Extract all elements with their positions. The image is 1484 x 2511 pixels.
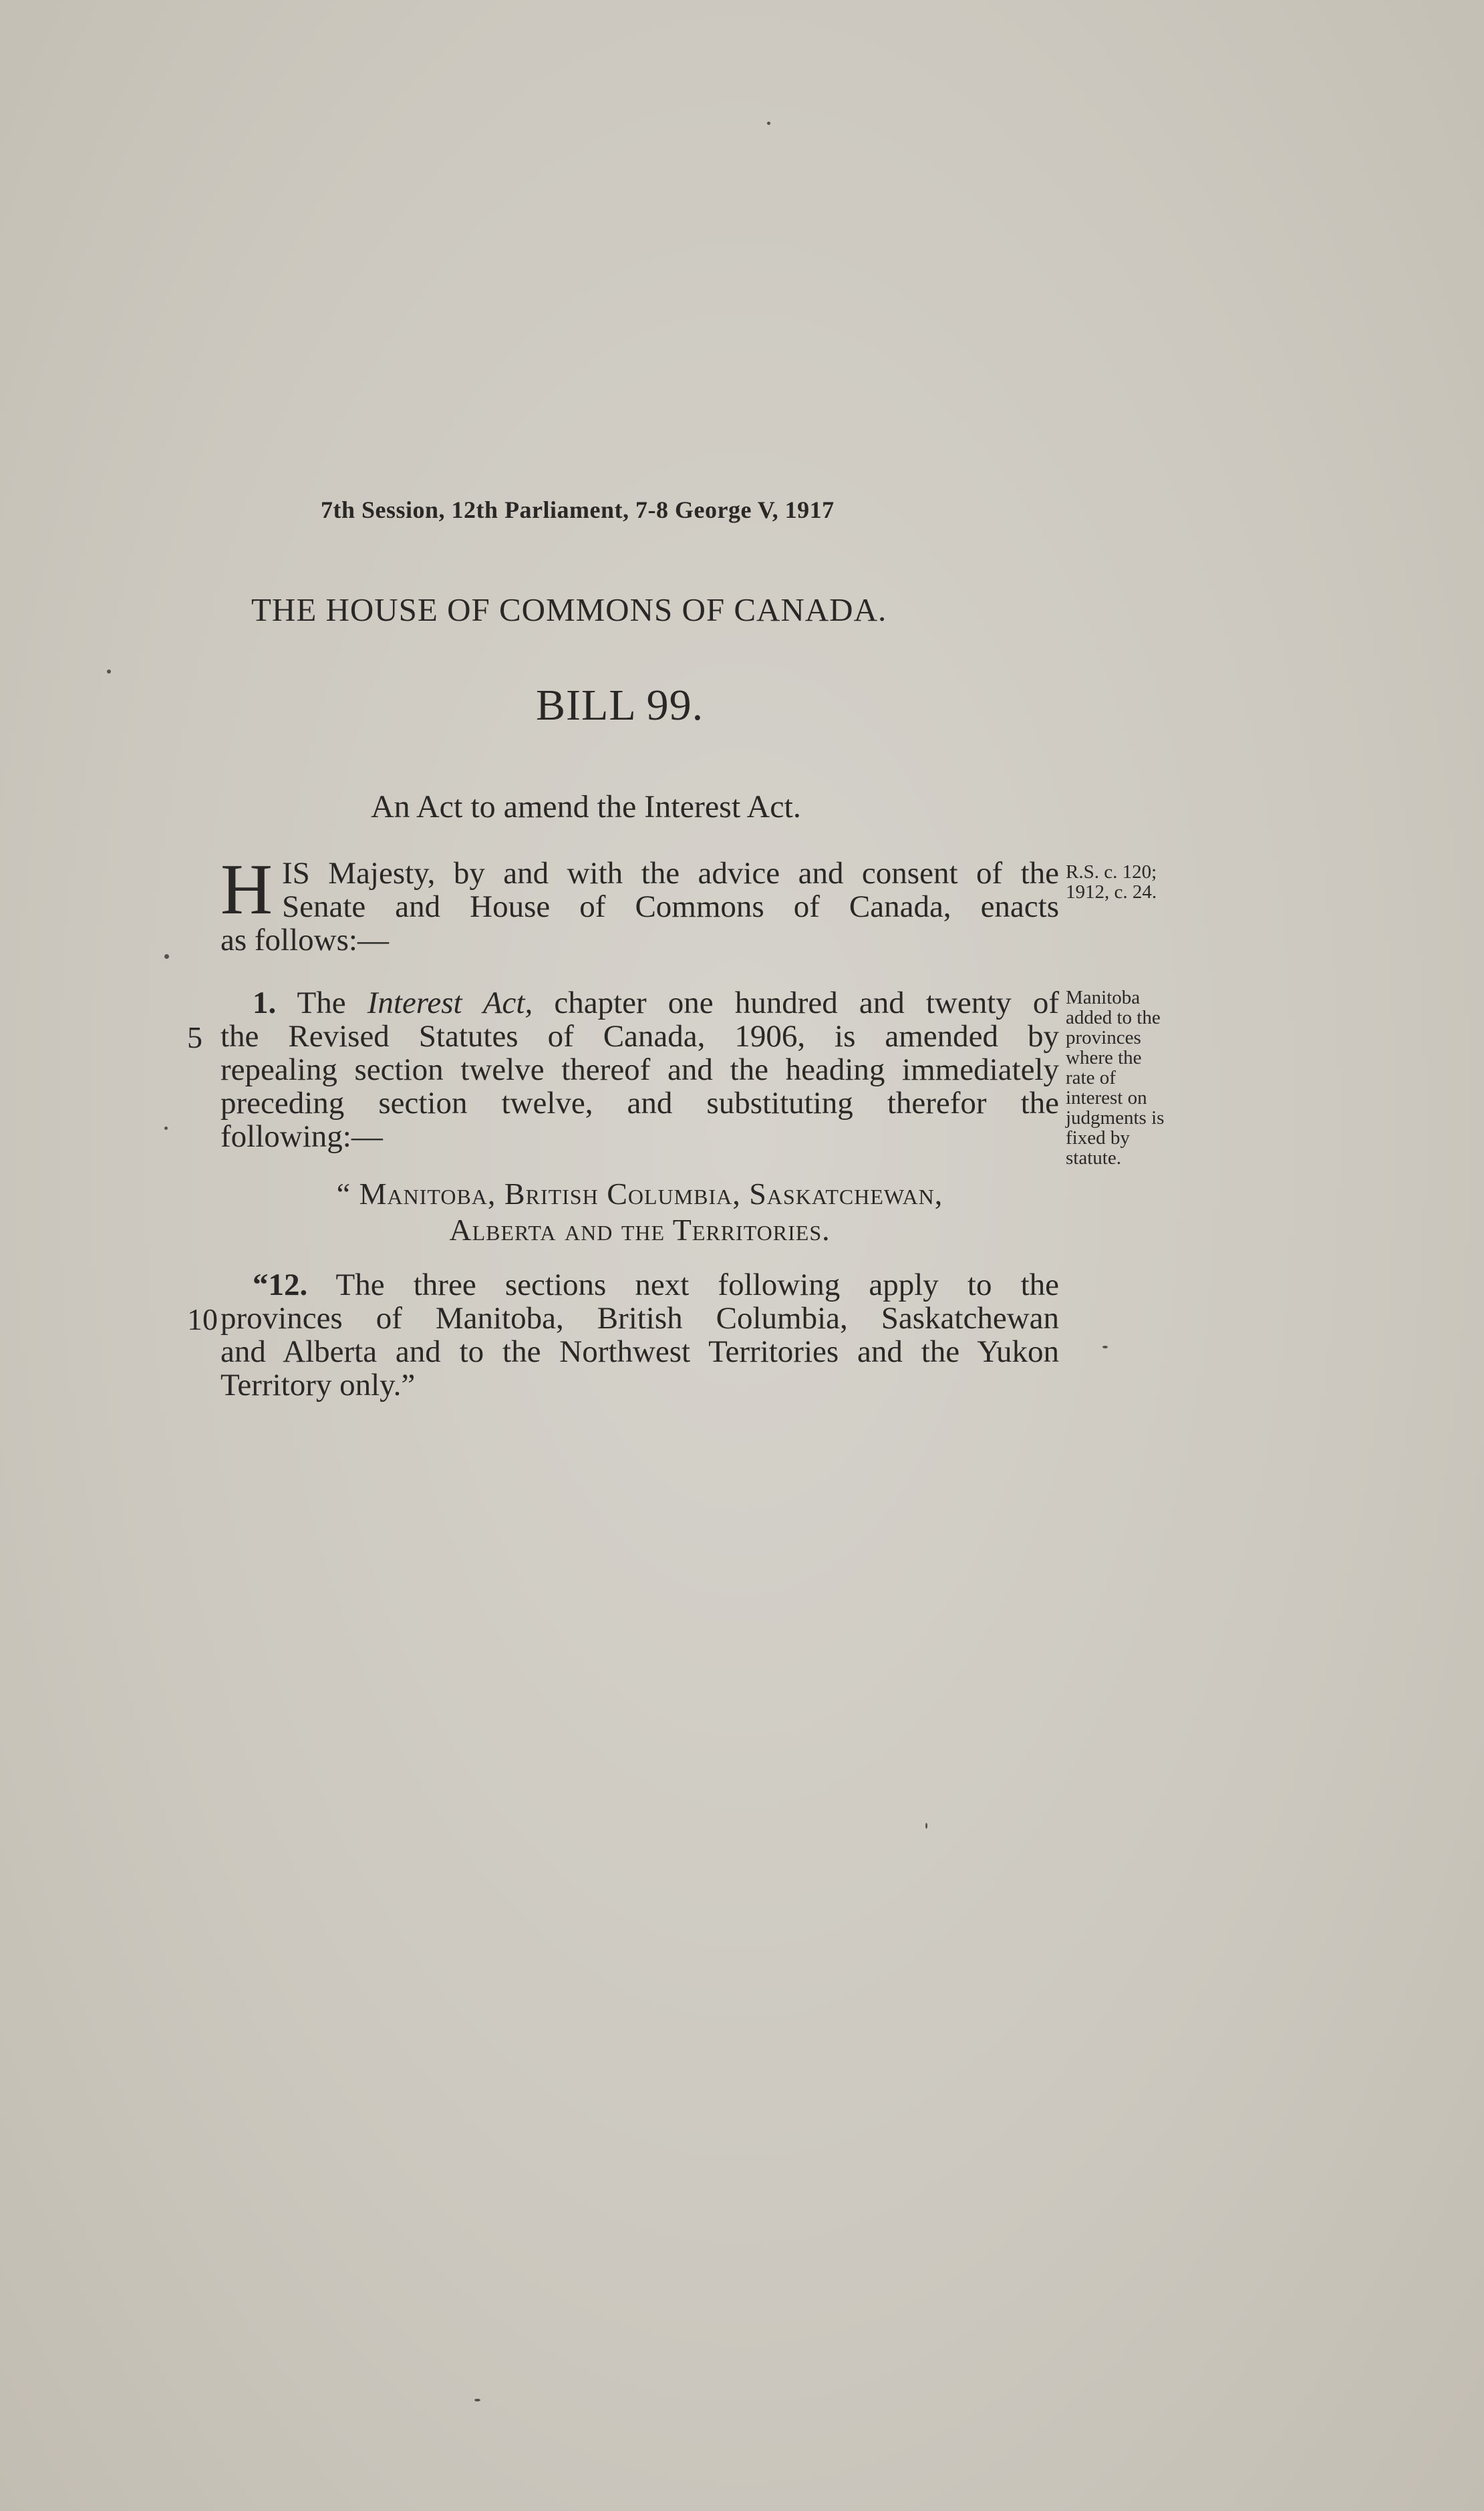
bill-number: BILL 99.	[536, 681, 704, 730]
new-heading-line-1: “ Manitoba, British Columbia, Saskatchewan,	[336, 1177, 943, 1211]
enacting-line-1: IS Majesty, by and with the advice and consent of the	[282, 856, 1059, 891]
margin-note-line: judgments is	[1066, 1107, 1165, 1129]
new-heading	[220, 1176, 1059, 1248]
line-number: 5	[187, 1020, 202, 1054]
line-number: 10	[187, 1302, 218, 1336]
margin-note-line: statute.	[1066, 1147, 1121, 1169]
paper-speck	[925, 1823, 927, 1829]
enacting-line-3: as follows:—	[220, 923, 389, 957]
margin-note-line: 1912, c. 24.	[1066, 881, 1157, 903]
margin-note-line: R.S. c. 120;	[1066, 861, 1157, 883]
house-title: THE HOUSE OF COMMONS OF CANADA.	[251, 591, 887, 628]
margin-note-line: fixed by	[1066, 1127, 1130, 1149]
margin-note-line: provinces	[1066, 1027, 1141, 1048]
act-name: Interest Act,	[367, 986, 533, 1020]
section-1-line-3: repealing section twelve thereof and the heading immediately	[220, 1052, 1059, 1087]
section-1-text: chapter one hundred and twenty of	[554, 986, 1060, 1020]
drop-cap: H	[220, 850, 273, 929]
margin-note-line: Manitoba	[1066, 987, 1141, 1008]
section-12	[220, 1268, 1059, 1402]
margin-note-line: added to the	[1066, 1007, 1161, 1028]
section-12-line-1	[220, 1268, 1059, 1302]
margin-note-manitoba	[1066, 988, 1213, 1168]
paper-speck	[767, 122, 770, 125]
margin-note-line: where the	[1066, 1047, 1142, 1068]
section-1-line-5: following:—	[220, 1119, 383, 1154]
session-line: 7th Session, 12th Parliament, 7-8 George V, 1917	[321, 496, 835, 523]
section-12-line-3: and Alberta and to the Northwest Territories and the Yukon	[220, 1334, 1059, 1369]
section-1	[220, 986, 1059, 1153]
paper-speck	[164, 1127, 168, 1130]
section-1-line-4: preceding section twelve, and substituting therefor the	[220, 1086, 1059, 1121]
act-title: An Act to amend the Interest Act.	[371, 789, 801, 825]
section-1-line-2: the Revised Statutes of Canada, 1906, is amended by	[220, 1019, 1059, 1054]
section-12-line-2: provinces of Manitoba, British Columbia, Saskatchewan	[220, 1301, 1059, 1336]
enacting-line-2: Senate and House of Commons of Canada, enacts	[282, 889, 1059, 924]
paper-speck	[1102, 1346, 1108, 1348]
section-1-line-1	[220, 986, 1059, 1020]
new-heading-line-2: Alberta and the Territories.	[449, 1213, 831, 1247]
section-12-text: The three sections next following apply to the	[335, 1268, 1059, 1302]
margin-note-line: interest on	[1066, 1087, 1147, 1109]
margin-note-line: rate of	[1066, 1067, 1116, 1088]
paper-speck	[164, 954, 169, 959]
section-number: 1.	[253, 986, 277, 1020]
section-number: “12.	[253, 1268, 308, 1302]
margin-note-statute-reference	[1066, 862, 1213, 902]
paper-speck	[474, 2399, 480, 2401]
paper-speck	[107, 670, 111, 674]
section-1-text: The	[297, 986, 346, 1020]
section-12-line-4: Territory only.”	[220, 1368, 416, 1402]
enacting-clause	[220, 850, 1059, 957]
